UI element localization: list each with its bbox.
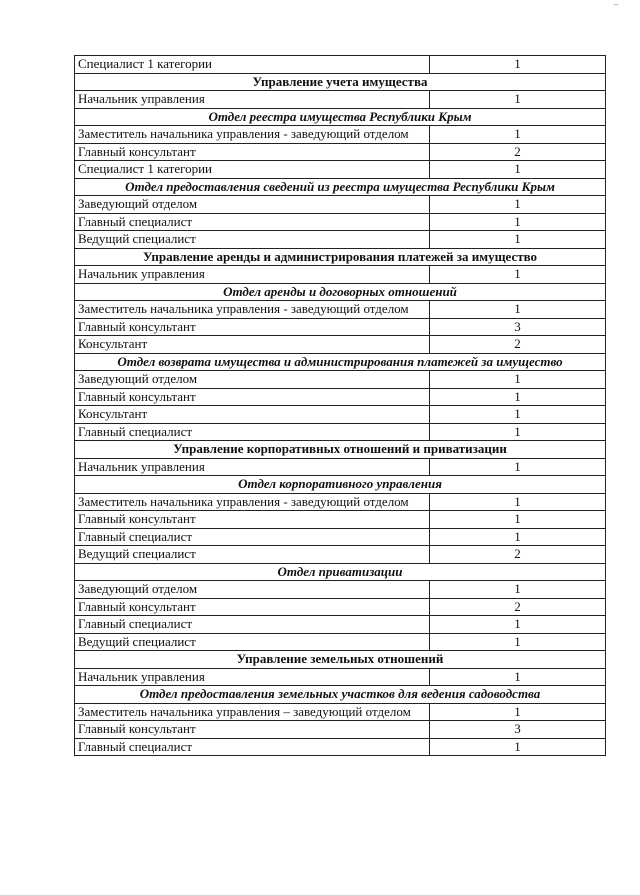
position-row xyxy=(75,633,606,651)
position-count: 2 xyxy=(430,143,606,161)
position-row xyxy=(75,143,606,161)
position-row xyxy=(75,161,606,179)
position-title: Заместитель начальника управления - заведующий отделом xyxy=(75,126,430,144)
position-count: 1 xyxy=(430,126,606,144)
position-title: Главный консультант xyxy=(75,388,430,406)
position-title: Главный специалист xyxy=(75,213,430,231)
position-title: Главный консультант xyxy=(75,721,430,739)
position-row xyxy=(75,301,606,319)
position-count: 1 xyxy=(430,196,606,214)
position-row xyxy=(75,318,606,336)
position-title: Начальник управления xyxy=(75,668,430,686)
staffing-table-body xyxy=(75,56,606,756)
position-count: 1 xyxy=(430,406,606,424)
position-row xyxy=(75,91,606,109)
position-row xyxy=(75,56,606,74)
position-count: 1 xyxy=(430,703,606,721)
department-title: Отдел приватизации xyxy=(75,563,606,581)
position-count: 1 xyxy=(430,301,606,319)
position-row xyxy=(75,721,606,739)
department-title: Отдел возврата имущества и администрирования платежей за имущество xyxy=(75,353,606,371)
department-title: Отдел реестра имущества Республики Крым xyxy=(75,108,606,126)
section-title: Управление корпоративных отношений и приватизации xyxy=(75,441,606,459)
position-title: Ведущий специалист xyxy=(75,633,430,651)
section-heading-row xyxy=(75,248,606,266)
position-row xyxy=(75,703,606,721)
section-title: Управление аренды и администрирования платежей за имущество xyxy=(75,248,606,266)
position-count: 1 xyxy=(430,668,606,686)
position-row xyxy=(75,126,606,144)
position-count: 3 xyxy=(430,721,606,739)
position-title: Консультант xyxy=(75,406,430,424)
position-title: Главный специалист xyxy=(75,616,430,634)
position-count: 1 xyxy=(430,371,606,389)
position-title: Заведующий отделом xyxy=(75,371,430,389)
section-heading-row xyxy=(75,651,606,669)
position-title: Ведущий специалист xyxy=(75,546,430,564)
section-heading-row xyxy=(75,73,606,91)
position-title: Ведущий специалист xyxy=(75,231,430,249)
position-title: Заместитель начальника управления - заведующий отделом xyxy=(75,301,430,319)
department-title: Отдел предоставления сведений из реестра имущества Республики Крым xyxy=(75,178,606,196)
position-row xyxy=(75,598,606,616)
section-title: Управление земельных отношений xyxy=(75,651,606,669)
position-row xyxy=(75,213,606,231)
position-row xyxy=(75,196,606,214)
position-count: 1 xyxy=(430,388,606,406)
position-count: 1 xyxy=(430,423,606,441)
position-count: 1 xyxy=(430,213,606,231)
position-title: Заместитель начальника управления - заведующий отделом xyxy=(75,493,430,511)
position-count: 1 xyxy=(430,458,606,476)
position-row xyxy=(75,371,606,389)
department-title: Отдел предоставления земельных участков для ведения садоводства xyxy=(75,686,606,704)
department-heading-row xyxy=(75,476,606,494)
department-heading-row xyxy=(75,108,606,126)
section-heading-row xyxy=(75,441,606,459)
position-row xyxy=(75,528,606,546)
position-row xyxy=(75,738,606,756)
position-title: Консультант xyxy=(75,336,430,354)
position-row xyxy=(75,581,606,599)
position-title: Главный специалист xyxy=(75,423,430,441)
staffing-table xyxy=(74,55,606,756)
position-title: Начальник управления xyxy=(75,458,430,476)
position-title: Главный консультант xyxy=(75,511,430,529)
position-row xyxy=(75,406,606,424)
section-title: Управление учета имущества xyxy=(75,73,606,91)
position-count: 1 xyxy=(430,161,606,179)
position-count: 2 xyxy=(430,336,606,354)
position-row xyxy=(75,336,606,354)
position-title: Заведующий отделом xyxy=(75,581,430,599)
department-heading-row xyxy=(75,283,606,301)
department-heading-row xyxy=(75,178,606,196)
position-row xyxy=(75,668,606,686)
position-count: 1 xyxy=(430,266,606,284)
department-heading-row xyxy=(75,686,606,704)
position-count: 2 xyxy=(430,546,606,564)
position-count: 2 xyxy=(430,598,606,616)
position-title: Начальник управления xyxy=(75,91,430,109)
position-count: 1 xyxy=(430,231,606,249)
position-count: 1 xyxy=(430,511,606,529)
department-title: Отдел аренды и договорных отношений xyxy=(75,283,606,301)
position-row xyxy=(75,231,606,249)
position-title: Главный консультант xyxy=(75,143,430,161)
position-count: 1 xyxy=(430,616,606,634)
position-row xyxy=(75,511,606,529)
department-heading-row xyxy=(75,563,606,581)
position-row xyxy=(75,616,606,634)
position-title: Заместитель начальника управления – заведующий отделом xyxy=(75,703,430,721)
scan-mark xyxy=(614,4,618,5)
position-count: 1 xyxy=(430,493,606,511)
position-count: 1 xyxy=(430,581,606,599)
position-count: 3 xyxy=(430,318,606,336)
position-title: Главный специалист xyxy=(75,738,430,756)
position-title: Начальник управления xyxy=(75,266,430,284)
position-count: 1 xyxy=(430,56,606,74)
position-count: 1 xyxy=(430,633,606,651)
department-heading-row xyxy=(75,353,606,371)
position-count: 1 xyxy=(430,91,606,109)
position-title: Специалист 1 категории xyxy=(75,56,430,74)
position-count: 1 xyxy=(430,738,606,756)
position-row xyxy=(75,388,606,406)
position-row xyxy=(75,458,606,476)
position-title: Специалист 1 категории xyxy=(75,161,430,179)
position-count: 1 xyxy=(430,528,606,546)
department-title: Отдел корпоративного управления xyxy=(75,476,606,494)
position-row xyxy=(75,423,606,441)
position-row xyxy=(75,546,606,564)
position-title: Главный специалист xyxy=(75,528,430,546)
position-row xyxy=(75,266,606,284)
position-row xyxy=(75,493,606,511)
position-title: Заведующий отделом xyxy=(75,196,430,214)
position-title: Главный консультант xyxy=(75,318,430,336)
position-title: Главный консультант xyxy=(75,598,430,616)
